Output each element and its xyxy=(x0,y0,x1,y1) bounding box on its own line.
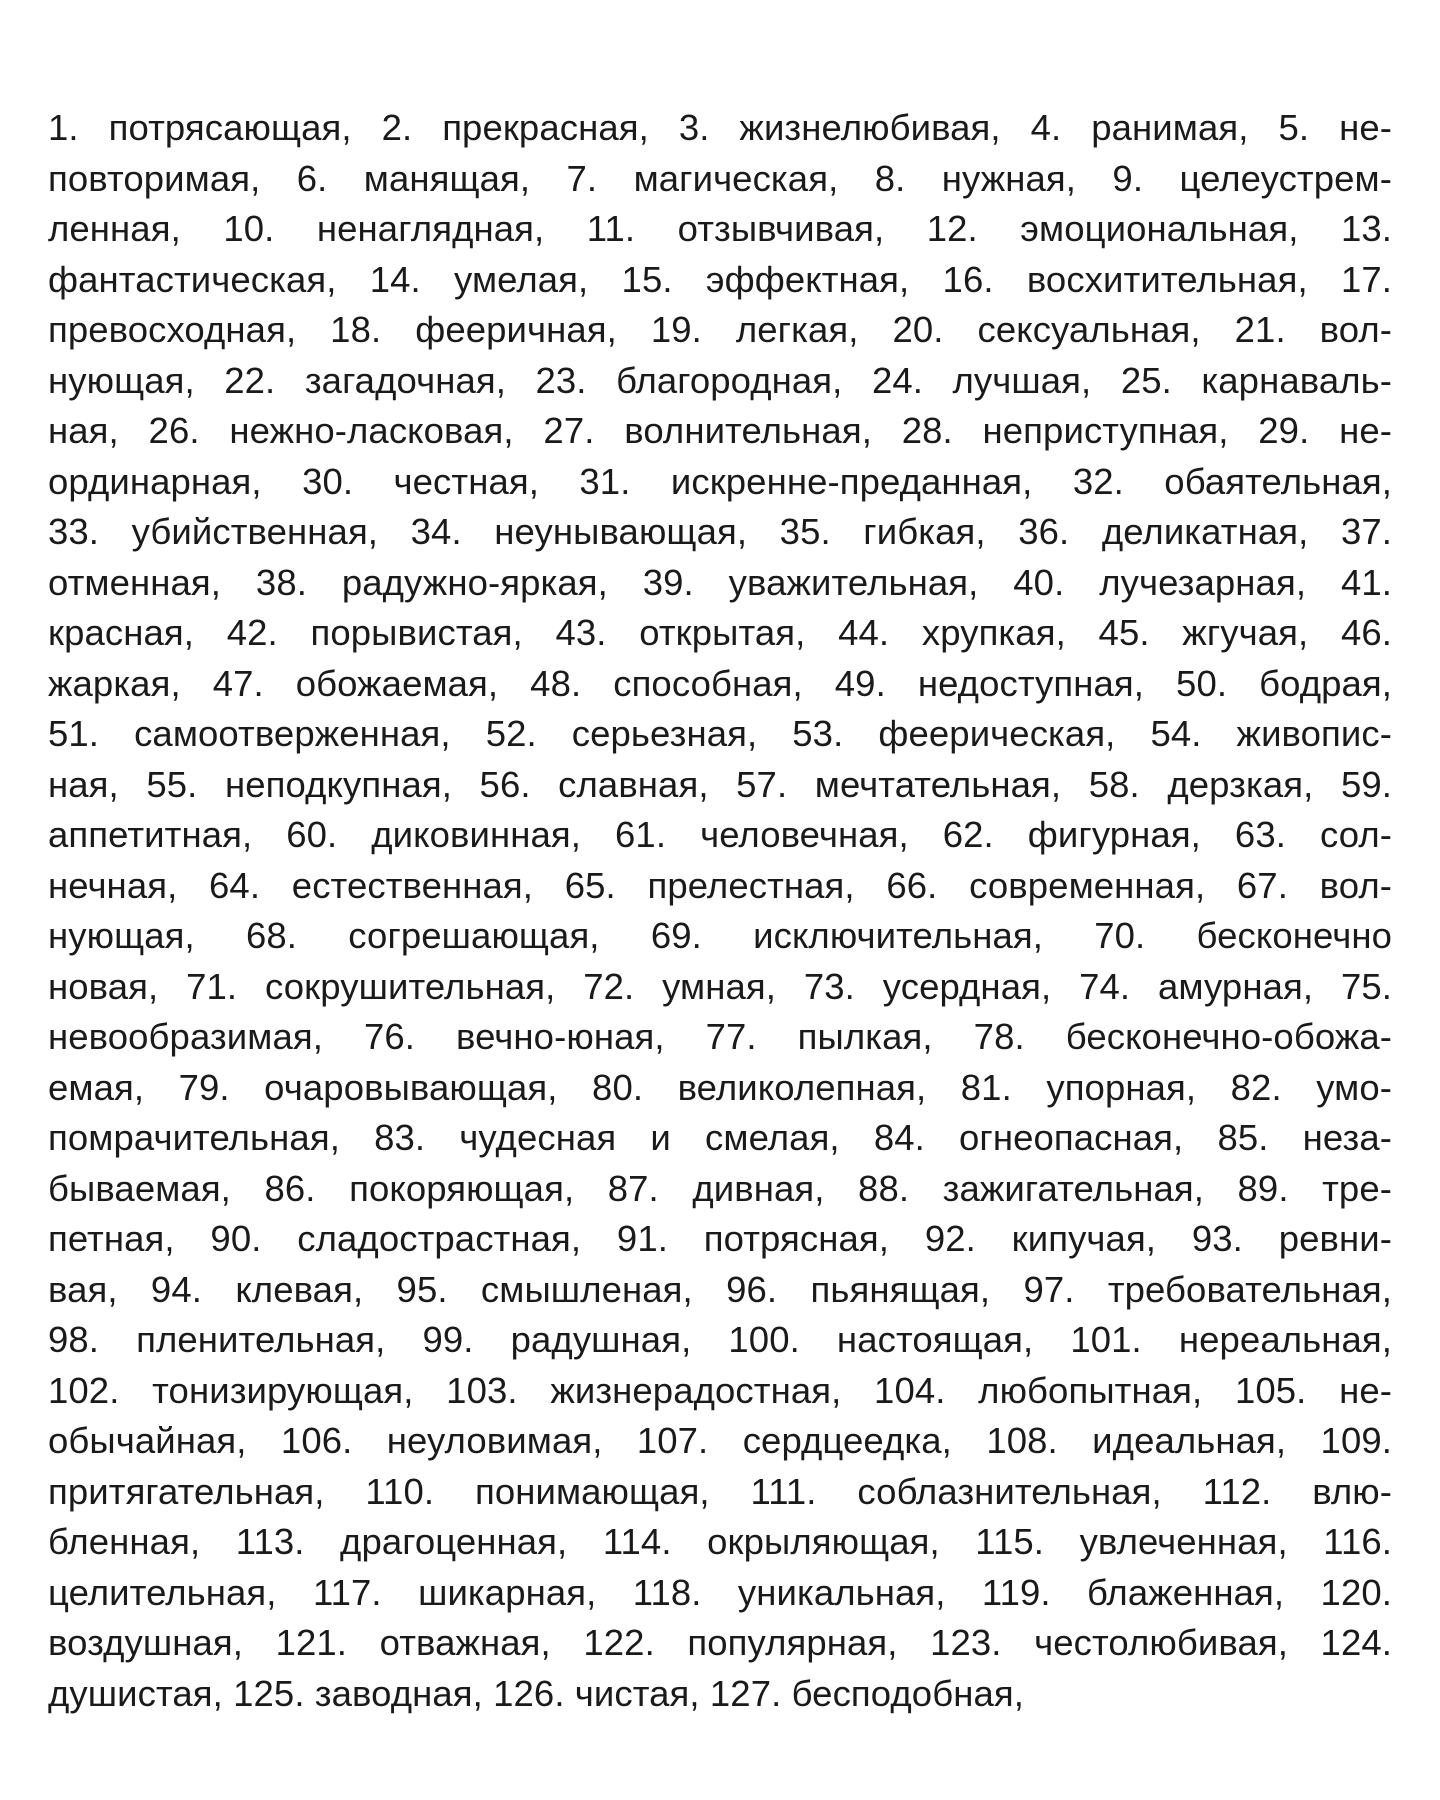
text-line: помрачительная, 83. чудесная и смелая, 84. огнеопасная, 85. неза- xyxy=(48,1117,1392,1158)
text-line: ная, 26. нежно-ласковая, 27. волнительная, 28. неприступная, 29. не- xyxy=(48,410,1392,451)
text-line: ная, 55. неподкупная, 56. славная, 57. мечтательная, 58. дерзкая, 59. xyxy=(48,763,1392,805)
text-line: 33. убийственная, 34. неунывающая, 35. гибкая, 36. деликатная, 37. xyxy=(48,511,1392,552)
text-line: емая, 79. очаровывающая, 80. великолепная, 81. упорная, 82. умо- xyxy=(48,1066,1392,1108)
text-line: превосходная, 18. фееричная, 19. легкая, 20. сексуальная, 21. вол- xyxy=(48,309,1392,350)
text-line: 51. самоотверженная, 52. серьезная, 53. феерическая, 54. живопис- xyxy=(48,713,1392,754)
text-line: 1. потрясающая, 2. прекрасная, 3. жизнелюбивая, 4. ранимая, 5. не- xyxy=(48,107,1392,148)
text-line: нующая, 68. согрешающая, 69. исключительная, 70. бесконечно xyxy=(48,915,1392,956)
text-line: бленная, 113. драгоценная, 114. окрыляющая, 115. увлеченная, 116. xyxy=(48,1521,1392,1562)
text-line: обычайная, 106. неуловимая, 107. сердцеедка, 108. идеальная, 109. xyxy=(48,1420,1392,1461)
text-line: 102. тонизирующая, 103. жизнерадостная, 104. любопытная, 105. не- xyxy=(48,1369,1392,1411)
text-line: ленная, 10. ненаглядная, 11. отзывчивая, 12. эмоциональная, 13. xyxy=(48,208,1392,249)
text-line: нечная, 64. естественная, 65. прелестная, 66. современная, 67. вол- xyxy=(48,864,1392,906)
text-line: новая, 71. сокрушительная, 72. умная, 73. усердная, 74. амурная, 75. xyxy=(48,965,1392,1007)
text-line: фантастическая, 14. умелая, 15. эффектная, 16. восхитительная, 17. xyxy=(48,258,1392,300)
text-line: 98. пленительная, 99. радушная, 100. настоящая, 101. нереальная, xyxy=(48,1319,1392,1360)
text-block xyxy=(48,103,1392,1719)
text-line: повторимая, 6. манящая, 7. магическая, 8. нужная, 9. целеустрем- xyxy=(48,157,1392,199)
text-line: ординарная, 30. честная, 31. искренне-преданная, 32. обаятельная, xyxy=(48,460,1392,502)
text-line: аппетитная, 60. диковинная, 61. человечная, 62. фигурная, 63. сол- xyxy=(48,814,1392,855)
text-line: красная, 42. порывистая, 43. открытая, 44. хрупкая, 45. жгучая, 46. xyxy=(48,612,1392,653)
text-line: бываемая, 86. покоряющая, 87. дивная, 88. зажигательная, 89. тре- xyxy=(48,1167,1392,1209)
text-line: жаркая, 47. обожаемая, 48. способная, 49. недоступная, 50. бодрая, xyxy=(48,662,1392,704)
text-line: притягательная, 110. понимающая, 111. соблазнительная, 112. влю- xyxy=(48,1470,1392,1512)
text-line: петная, 90. сладострастная, 91. потрясная, 92. кипучая, 93. ревни- xyxy=(48,1218,1392,1259)
text-line: отменная, 38. радужно-яркая, 39. уважительная, 40. лучезарная, 41. xyxy=(48,561,1392,603)
text-line: невообразимая, 76. вечно-юная, 77. пылкая, 78. бесконечно-обожа- xyxy=(48,1016,1392,1057)
text-line: нующая, 22. загадочная, 23. благородная, 24. лучшая, 25. карнаваль- xyxy=(48,359,1392,401)
text-line: вая, 94. клевая, 95. смышленая, 96. пьянящая, 97. требовательная, xyxy=(48,1268,1392,1310)
text-line: воздушная, 121. отважная, 122. популярная, 123. честолюбивая, 124. xyxy=(48,1622,1392,1663)
text-line-last: душистая, 125. заводная, 126. чистая, 127. бесподобная, xyxy=(48,1672,1024,1714)
text-line: целительная, 117. шикарная, 118. уникальная, 119. блаженная, 120. xyxy=(48,1571,1392,1613)
